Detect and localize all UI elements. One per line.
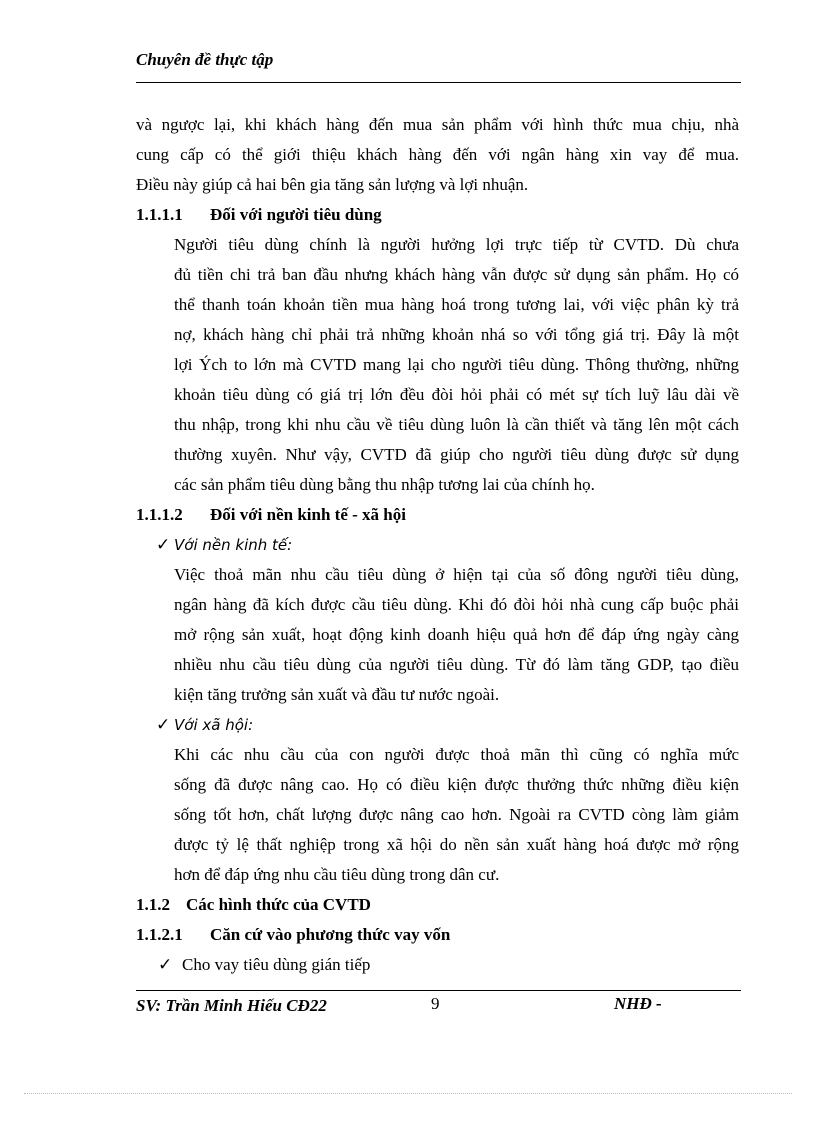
text-line: nhiều nhu cầu tiêu dùng của người tiêu dùng. Từ đó làm tăng GDP, tạo điều	[174, 655, 739, 674]
text-line: sống đã được nâng cao. Họ có điều kiện được thưởng thức những điều kiện	[174, 775, 739, 794]
heading-text: Đối với nền kinh tế - xã hội	[210, 505, 406, 524]
footer-student-name: SV: Trần Minh Hiếu CĐ22	[136, 996, 327, 1015]
paragraph-1	[136, 110, 739, 200]
text-line: nợ, khách hàng chỉ phải trả những khoản nhá so với tổng giá trị. Đây là một	[174, 325, 739, 344]
text-line: Người tiêu dùng chính là người hưởng lợi trực tiếp từ CVTD. Dù chưa	[174, 235, 739, 254]
text-line: đủ tiền chi trả ban đầu nhưng khách hàng vẫn được sử dụng sản phẩm. Họ có	[174, 265, 739, 284]
check-icon: ✓	[158, 955, 173, 974]
heading-number: 1.1.1.1	[136, 205, 183, 224]
header-divider	[136, 82, 741, 83]
heading-text: Các hình thức của CVTD	[186, 895, 371, 914]
text-line: lợi Ých to lớn mà CVTD mang lại cho người tiêu dùng. Thông thường, những	[174, 355, 739, 374]
heading-text: Căn cứ vào phương thức vay vốn	[210, 925, 451, 944]
text-line: thu nhập, trong khi nhu cầu về tiêu dùng luôn là cần thiết và tăng lên một cách	[174, 415, 739, 434]
section-heading-1-1-1-1	[136, 200, 739, 230]
paragraph-4	[136, 740, 739, 890]
page-number: 9	[431, 994, 440, 1013]
text-line: hơn để đáp ứng nhu cầu tiêu dùng trong dân cư.	[174, 865, 500, 884]
text-line: kiện tăng trưởng sản xuất và đầu tư nước ngoài.	[174, 685, 500, 704]
text-line: Điều này giúp cả hai bên gia tăng sản lượng và lợi nhuận.	[136, 175, 529, 194]
text-line: mở rộng sản xuất, hoạt động kinh doanh hiệu quả hơn để đáp ứng ngày càng	[174, 625, 739, 644]
text-line: ngân hàng đã kích được cầu tiêu dùng. Khi đó đòi hỏi nhà cung cấp buộc phải	[174, 595, 739, 614]
heading-number: 1.1.1.2	[136, 505, 183, 524]
paragraph-3	[136, 560, 739, 710]
paragraph-2	[136, 230, 739, 500]
checklist-label: Cho vay tiêu dùng gián tiếp	[182, 955, 371, 974]
text-line: thường xuyên. Như vậy, CVTD đã giúp cho người tiêu dùng được sử dụng	[174, 445, 739, 464]
section-heading-1-1-1-2	[136, 500, 739, 530]
text-line: thể thanh toán khoản tiền mua hàng hoá trong tương lai, với việc phân kỳ trả	[174, 295, 739, 314]
text-line: được tỷ lệ thất nghiệp trong xã hội do nền sản xuất hàng hoá được mở rộng	[174, 835, 739, 854]
footer-divider	[136, 990, 741, 991]
text-line: các sản phẩm tiêu dùng bằng thu nhập tương lai của chính họ.	[174, 475, 595, 494]
checklist-label: Với nền kinh tế:	[174, 536, 293, 554]
heading-number: 1.1.2.1	[136, 925, 183, 944]
heading-text: Đối với người tiêu dùng	[210, 205, 382, 224]
section-heading-1-1-2	[136, 890, 739, 920]
heading-number: 1.1.2	[136, 895, 170, 914]
text-line: sống tốt hơn, chất lượng được nâng cao hơn. Ngoài ra CVTD còng làm giảm	[174, 805, 739, 824]
section-heading-1-1-2-1	[136, 920, 739, 950]
text-line: Việc thoả mãn nhu cầu tiêu dùng ở hiện tại của số đông người tiêu dùng,	[174, 565, 739, 584]
text-line: và ngược lại, khi khách hàng đến mua sản phẩm với hình thức mua chịu, nhà	[136, 115, 739, 134]
text-line: cung cấp có thể giới thiệu khách hàng đến với ngân hàng xin vay để mua.	[136, 145, 739, 164]
page-header-title: Chuyên đề thực tập	[136, 50, 274, 69]
check-icon: ✓	[156, 715, 171, 734]
text-line: Khi các nhu cầu của con người được thoả mãn thì cũng có nghĩa mức	[174, 745, 739, 764]
page-body	[136, 110, 739, 980]
checklist-label: Với xã hội:	[174, 716, 254, 734]
page-boundary-line	[24, 1093, 792, 1094]
text-line: khoản tiêu dùng có giá trị lớn đều đòi hỏi phải có mét sự tích luỹ lâu dài về	[174, 385, 739, 404]
checklist-item-society	[136, 710, 739, 740]
checklist-item-economy	[136, 530, 739, 560]
checklist-item-indirect-loan	[136, 950, 739, 980]
footer-unit: NHĐ -	[614, 994, 662, 1013]
check-icon: ✓	[156, 535, 171, 554]
